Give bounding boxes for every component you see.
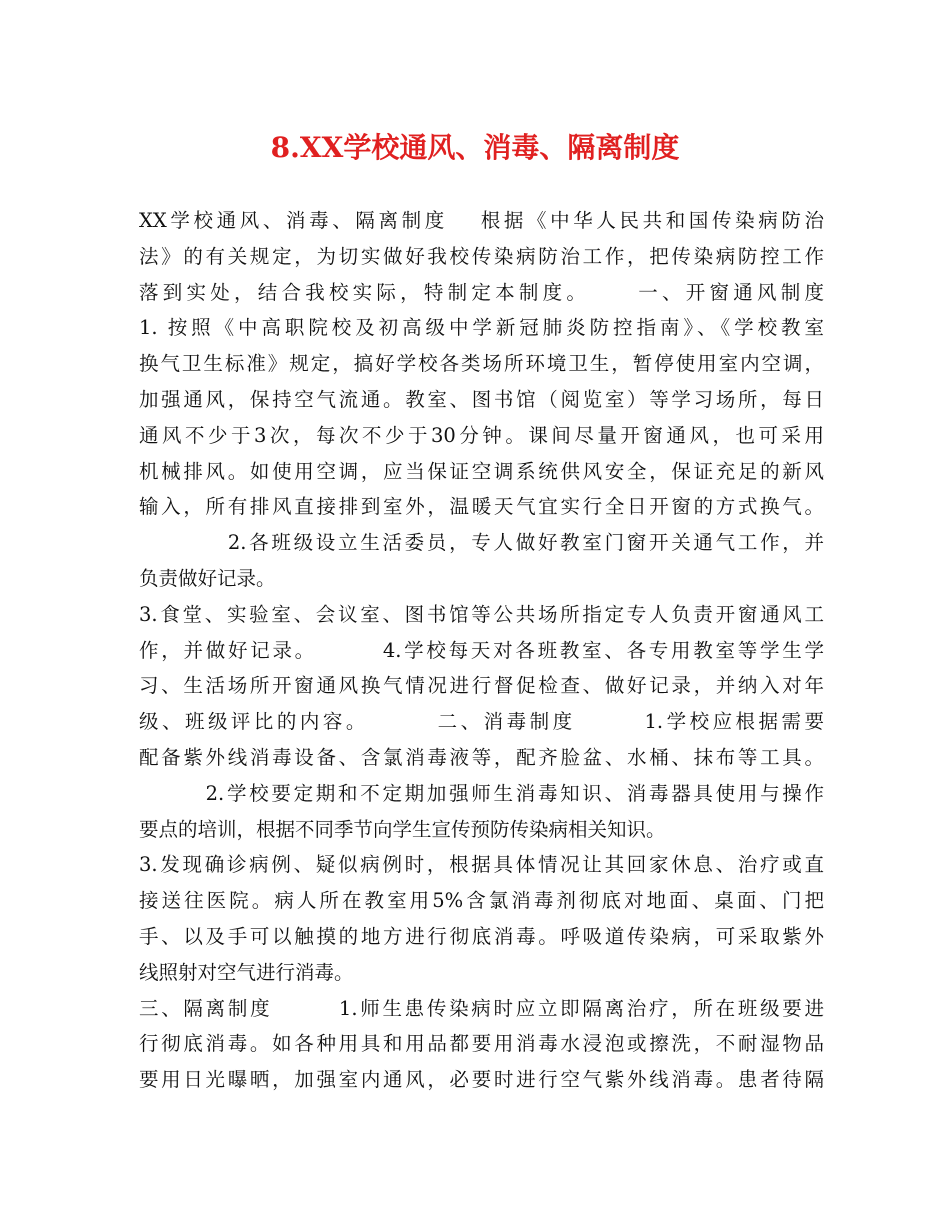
body-line: 1. 按照《中高职院校及初高级中学新冠肺炎防控指南》、《学校教室 [139, 316, 824, 340]
body-line: 作，并做好记录。 4.学校每天对各班教室、各专用教室等学生学 [139, 638, 824, 662]
body-line: 落到实处，结合我校实际，特制定本制度。 一、开窗通风制度 [139, 280, 824, 304]
body-line: 通风不少于3次，每次不少于30分钟。课间尽量开窗通风，也可采用 [139, 423, 824, 447]
body-line: 2.各班级设立生活委员，专人做好教室门窗开关通气工作，并 [139, 531, 824, 555]
body-line: 2.学校要定期和不定期加强师生消毒知识、消毒器具使用与操作 [139, 781, 824, 805]
body-line: 要用日光曝晒，加强室内通风，必要时进行空气紫外线消毒。患者待隔 [139, 1068, 824, 1092]
body-line: 配备紫外线消毒设备、含氯消毒液等，配齐脸盆、水桶、抹布等工具。 [139, 745, 824, 769]
body-line: 三、隔离制度 1.师生患传染病时应立即隔离治疗，所在班级要进 [139, 996, 824, 1020]
body-line: 习、生活场所开窗通风换气情况进行督促检查、做好记录，并纳入对年 [139, 674, 824, 698]
body-line: 线照射对空气进行消毒。 [139, 960, 354, 984]
body-line: 机械排风。如使用空调，应当保证空调系统供风安全，保证充足的新风 [139, 459, 824, 483]
body-line: 级、班级评比的内容。 二、消毒制度 1.学校应根据需要 [139, 710, 824, 734]
body-line: 要点的培训，根据不同季节向学生宣传预防传染病相关知识。 [139, 817, 666, 841]
body-line: 负责做好记录。 [139, 566, 276, 590]
body-line: 手、以及手可以触摸的地方进行彻底消毒。呼吸道传染病，可采取紫外 [139, 924, 824, 948]
body-line: 3.食堂、实验室、会议室、图书馆等公共场所指定专人负责开窗通风工 [139, 602, 824, 626]
body-line: 法》的有关规定，为切实做好我校传染病防治工作，把传染病防控工作 [139, 244, 824, 268]
body-line: 接送往医院。病人所在教室用5%含氯消毒剂彻底对地面、桌面、门把 [139, 889, 824, 913]
body-line: 换气卫生标准》规定，搞好学校各类场所环境卫生，暂停使用室内空调， [139, 352, 824, 376]
body-line: 加强通风，保持空气流通。教室、图书馆（阅览室）等学习场所，每日 [139, 387, 824, 411]
body-line: 行彻底消毒。如各种用具和用品都要用消毒水浸泡或擦洗，不耐湿物品 [139, 1032, 824, 1056]
body-line: XX学校通风、消毒、隔离制度 根据《中华人民共和国传染病防治 [139, 209, 824, 232]
document-body [139, 203, 824, 1098]
body-line: 3.发现确诊病例、疑似病例时，根据具体情况让其回家休息、治疗或直 [139, 853, 824, 877]
document-title: 8.XX学校通风、消毒、隔离制度 [270, 131, 680, 164]
body-line: 输入，所有排风直接排到室外，温暖天气宜实行全日开窗的方式换气。 [139, 495, 824, 519]
